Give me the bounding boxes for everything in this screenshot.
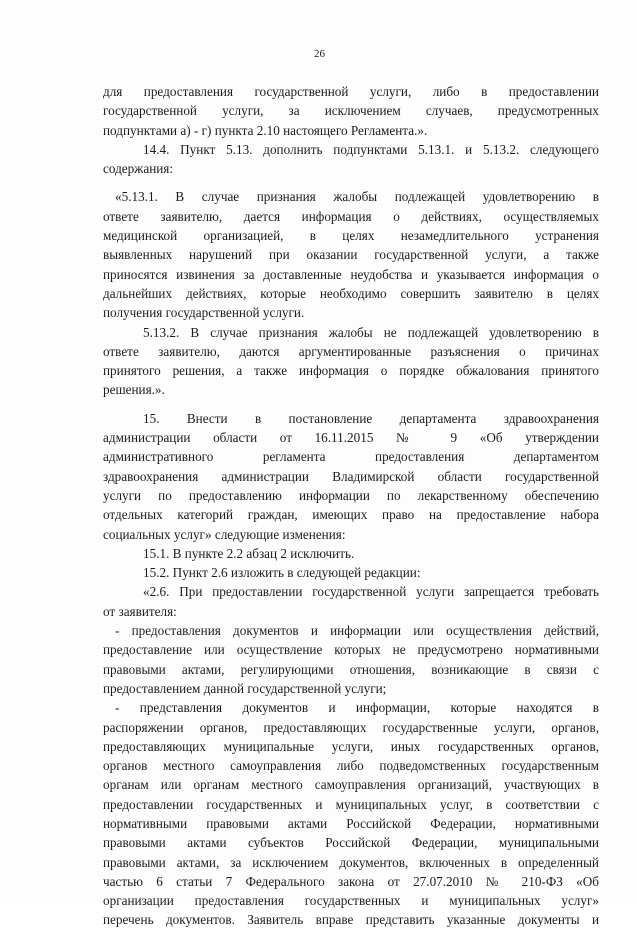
text-line: отдельных категорий граждан, имеющих право на предоставление набора bbox=[103, 507, 599, 523]
document-body bbox=[103, 82, 599, 930]
text-line: от заявителя: bbox=[103, 603, 177, 619]
spacer bbox=[103, 178, 599, 187]
text-line: 14.4. Пункт 5.13. дополнить подпунктами 5.13.1. и 5.13.2. следующего bbox=[143, 141, 599, 157]
text-line: 15. Внести в постановление департамента здравоохранения bbox=[143, 410, 599, 426]
page-number: 26 bbox=[314, 48, 325, 60]
text-line: дальнейших действиях, которые необходимо совершить заявителю в целях bbox=[103, 285, 599, 301]
text-line: «5.13.1. В случае признания жалобы подлежащей удовлетворению в bbox=[115, 189, 599, 205]
text-line: нормативными правовыми актами Российской Федерации, нормативными bbox=[103, 815, 599, 831]
text-line: - представления документов и информации, которые находятся в bbox=[115, 700, 599, 716]
text-line: перечень документов. Заявитель вправе представить указанные документы и bbox=[103, 912, 599, 928]
text-line: предоставлении государственных и муниципальных услуг, в соответствии с bbox=[103, 796, 599, 812]
paragraph bbox=[103, 187, 599, 322]
text-line: ответе заявителю, дается информация о действиях, осуществляемых bbox=[103, 208, 599, 224]
text-line: предоставляющих муниципальные услуги, иных государственных органов, bbox=[103, 738, 599, 754]
text-line: для предоставления государственной услуги, либо в предоставлении bbox=[103, 84, 599, 99]
text-line: 15.2. Пункт 2.6 изложить в следующей редакции: bbox=[143, 565, 421, 581]
spacer bbox=[103, 400, 599, 409]
text-line: 5.13.2. В случае признания жалобы не подлежащей удовлетворению в bbox=[143, 324, 599, 340]
text-line: организации предоставления государственных и муниципальных услуг» bbox=[103, 893, 599, 909]
text-line: решения.». bbox=[103, 382, 165, 398]
text-line: предоставление или осуществление которых не предусмотрено нормативными bbox=[103, 642, 599, 658]
paragraph bbox=[103, 563, 599, 582]
text-line: здравоохранения администрации Владимирской области государственной bbox=[103, 468, 599, 484]
text-line: администрации области от 16.11.2015 № 9 «Об утверждении bbox=[103, 430, 599, 446]
paragraph bbox=[103, 140, 599, 179]
text-line: услуги по предоставлению информации по лекарственному обеспечению bbox=[103, 487, 599, 503]
text-line: правовыми актами субъектов Российской Федерации, муниципальными bbox=[103, 835, 599, 851]
text-line: административного регламента предоставления департаментом bbox=[103, 449, 599, 465]
text-line: принятого решения, а также информация о порядке обжалования принятого bbox=[103, 363, 599, 379]
text-line: органам или органам местного самоуправления организаций, участвующих в bbox=[103, 777, 599, 793]
text-line: государственной услуги, за исключением случаев, предусмотренных bbox=[103, 103, 599, 119]
text-line: ответе заявителю, даются аргументированные разъяснения о причинах bbox=[103, 343, 599, 359]
text-line: предоставлением данной государственной услуги; bbox=[103, 680, 387, 696]
paragraph bbox=[103, 621, 599, 698]
paragraph bbox=[103, 698, 599, 930]
text-line: подпунктами а) - г) пункта 2.10 настоящего Регламента.». bbox=[103, 122, 428, 138]
text-line: частью 6 статьи 7 Федерального закона от 27.07.2010 № 210-ФЗ «Об bbox=[103, 873, 599, 889]
text-line: 15.1. В пункте 2.2 абзац 2 исключить. bbox=[143, 545, 355, 561]
text-line: получения государственной услуги. bbox=[103, 305, 305, 321]
text-line: содержания: bbox=[103, 161, 174, 177]
text-line: - предоставления документов и информации или осуществления действий, bbox=[115, 623, 599, 639]
paragraph bbox=[103, 544, 599, 563]
text-line: органов местного самоуправления либо подведомственных государственным bbox=[103, 758, 599, 774]
text-line: социальных услуг» следующие изменения: bbox=[103, 526, 346, 542]
text-line: выявленных нарушений при оказании государственной услуги, а также bbox=[103, 247, 599, 263]
paragraph bbox=[103, 582, 599, 621]
text-line: приносятся извинения за доставленные неудобства и указывается информация о bbox=[103, 266, 599, 282]
paragraph bbox=[103, 323, 599, 400]
text-line: правовыми актами, за исключением документов, включенных в определенный bbox=[103, 854, 599, 870]
paragraph bbox=[103, 82, 599, 140]
text-line: распоряжении органов, предоставляющих государственные услуги, органов, bbox=[103, 719, 599, 735]
text-line: правовыми актами, регулирующими отношения, возникающие в связи с bbox=[103, 661, 599, 677]
paragraph bbox=[103, 409, 599, 544]
text-line: «2.6. При предоставлении государственной услуги запрещается требовать bbox=[143, 584, 599, 600]
text-line: медицинской организацией, в целях незамедлительного устранения bbox=[103, 228, 599, 244]
